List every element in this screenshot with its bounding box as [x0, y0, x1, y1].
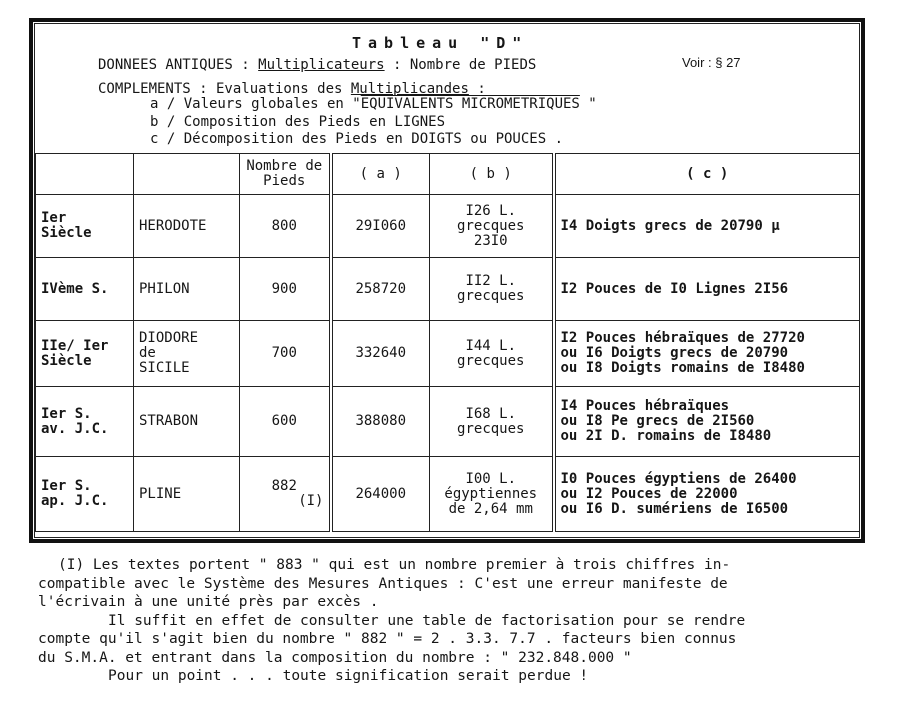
header-cell-a: ( a ): [331, 154, 430, 195]
cell-line: Siècle: [41, 225, 92, 241]
sub-a-prefix: a / Valeurs globales en ": [150, 96, 361, 112]
cell-line: ap. J.C.: [41, 493, 109, 509]
sub-a-end: ": [579, 96, 597, 112]
footnote-line: compatible avec le Système des Mesures Antiques : C'est une erreur manifeste de: [38, 575, 728, 592]
table-row: [36, 195, 860, 258]
cell-line: IVème S.: [41, 280, 109, 297]
multiplicateurs-label: Multiplicateurs: [258, 57, 385, 73]
cell-line: I00 L.: [465, 470, 517, 487]
cell-line: de: [139, 345, 156, 361]
cell-line: II2 L.: [465, 273, 517, 289]
cell-line: grecques: [457, 288, 525, 304]
cell-line: Ier S.: [41, 405, 92, 422]
cell-auteur: [134, 195, 240, 258]
cell-line: grecques: [457, 217, 525, 234]
evaluations-label: Evaluations des: [207, 81, 351, 97]
cell-line: PLINE: [139, 485, 182, 502]
cell-line: SICILE: [139, 360, 190, 376]
cell-line: 29I060: [355, 217, 407, 234]
sub-item-b: b / Composition des Pieds en LIGNES: [150, 114, 446, 130]
cell-line: Ier S.: [41, 478, 92, 494]
cell-line: Ier: [41, 210, 67, 226]
cell-line: I0 Pouces égyptiens de 26400: [560, 470, 797, 487]
footnote-line: compte qu'il s'agit bien du nombre " 882 " = 2 . 3.3. 7.7 . facteurs bien connus: [38, 631, 737, 647]
table-row: [36, 321, 860, 387]
cell-line: I26 L.: [465, 202, 517, 219]
footnote: [38, 556, 868, 686]
cell-line: I2 Pouces hébraïques de 27720: [560, 330, 805, 346]
cell-a: [331, 321, 430, 387]
cell-line: 900: [271, 280, 297, 297]
cell-periode: [36, 387, 134, 457]
cell-line: I68 L.: [465, 405, 517, 422]
cell-a: [331, 387, 430, 457]
nombre-note: (I): [298, 493, 324, 509]
header-line-2: [98, 81, 486, 97]
cell-line: ou 2I D. romains de I8480: [560, 428, 772, 444]
footnote-line: (I) Les textes portent " 883 " qui est un nombre premier à trois chiffres in-: [58, 557, 731, 573]
cell-line: DIODORE: [139, 330, 199, 346]
header-cell-b: ( b ): [430, 154, 554, 195]
cell-auteur: [134, 457, 240, 532]
colon-label: :: [468, 81, 486, 97]
cell-b: [430, 258, 554, 321]
cell-line: Siècle: [41, 352, 92, 369]
cell-line: PHILON: [139, 280, 190, 297]
cell-line: 388080: [355, 413, 407, 429]
cell-nombre: [240, 195, 331, 258]
cell-line: 700: [271, 345, 297, 361]
cell-auteur: [134, 387, 240, 457]
cell-a: [331, 195, 430, 258]
footnote-line: du S.M.A. et entrant dans la composition du nombre : " 232.848.000 ": [38, 649, 632, 666]
cell-line: ou I8 Doigts romains de I8480: [560, 360, 805, 376]
cell-c: [554, 457, 860, 532]
table-header-row: [36, 154, 860, 195]
header-cell-c: ( c ): [554, 154, 860, 195]
voir-reference: Voir : § 27: [682, 55, 741, 70]
cell-c: [554, 321, 860, 387]
cell-line: HERODOTE: [139, 217, 207, 234]
cell-line: I44 L.: [465, 337, 517, 354]
cell-line: grecques: [457, 352, 525, 369]
cell-line: 23I0: [473, 232, 508, 249]
cell-periode: [36, 321, 134, 387]
cell-line: I4 Doigts grecs de 20790 µ: [560, 217, 780, 234]
cell-nombre: [240, 258, 331, 321]
table-row: [36, 457, 860, 532]
cell-line: STRABON: [139, 413, 199, 429]
sub-a-overlined: EQUIVALENTS MICROMETRIQUES: [360, 96, 580, 112]
cell-line: 600: [271, 413, 297, 429]
cell-line: 264000: [355, 485, 407, 502]
cell-line: ou I8 Pe grecs de 2I560: [560, 413, 755, 429]
complements-label: COMPLEMENTS :: [98, 81, 208, 97]
cell-line: ou I6 D. sumériens de I6500: [560, 500, 789, 517]
cell-line: 258720: [355, 280, 407, 297]
table-row: [36, 258, 860, 321]
cell-b: [430, 321, 554, 387]
cell-periode: [36, 195, 134, 258]
sub-item-c: c / Décomposition des Pieds en DOIGTS ou POUCES .: [150, 131, 564, 147]
cell-periode: [36, 258, 134, 321]
cell-periode: [36, 457, 134, 532]
sub-item-a: [150, 96, 597, 112]
cell-b: [430, 195, 554, 258]
cell-a: [331, 457, 430, 532]
multiplicandes-label: Multiplicandes: [350, 81, 469, 97]
header-cell-periode: [36, 154, 134, 195]
header-cell-auteur: [134, 154, 240, 195]
data-table: [35, 153, 860, 532]
cell-b: [430, 457, 554, 532]
cell-line: I4 Pouces hébraïques: [560, 398, 730, 414]
cell-line: égyptiennes: [444, 485, 538, 502]
cell-line: grecques: [457, 420, 525, 437]
cell-auteur: [134, 321, 240, 387]
cell-nombre: [240, 387, 331, 457]
cell-c: [554, 258, 860, 321]
cell-c: [554, 195, 860, 258]
table-row: [36, 387, 860, 457]
donnees-label: DONNEES ANTIQUES :: [98, 57, 250, 73]
footnote-line: l'écrivain à une unité près par excès .: [38, 594, 379, 610]
cell-a: [331, 258, 430, 321]
cell-nombre: [240, 457, 331, 532]
cell-line: av. J.C.: [41, 420, 109, 437]
cell-nombre: [240, 321, 331, 387]
cell-line: ou I2 Pouces de 22000: [560, 485, 738, 502]
cell-line: 800: [271, 217, 297, 234]
cell-line: ou I6 Doigts grecs de 20790: [560, 345, 789, 361]
cell-line: 332640: [355, 345, 407, 361]
footnote-line: Pour un point . . . toute signification serait perdue !: [108, 668, 589, 684]
cell-line: 882: [271, 478, 297, 494]
cell-auteur: [134, 258, 240, 321]
header-cell-nombre: Nombre de Pieds: [240, 154, 331, 195]
cell-c: [554, 387, 860, 457]
cell-b: [430, 387, 554, 457]
cell-line: I2 Pouces de I0 Lignes 2I56: [560, 280, 789, 297]
page-title: Tableau "D": [352, 34, 529, 52]
nombre-pieds-label: : Nombre de PIEDS: [384, 57, 537, 73]
header-line-1: [98, 57, 536, 73]
cell-line: IIe/ Ier: [41, 337, 109, 354]
cell-line: de 2,64 mm: [448, 500, 533, 517]
footnote-line: Il suffit en effet de consulter une table de factorisation pour se rendre: [108, 612, 746, 629]
